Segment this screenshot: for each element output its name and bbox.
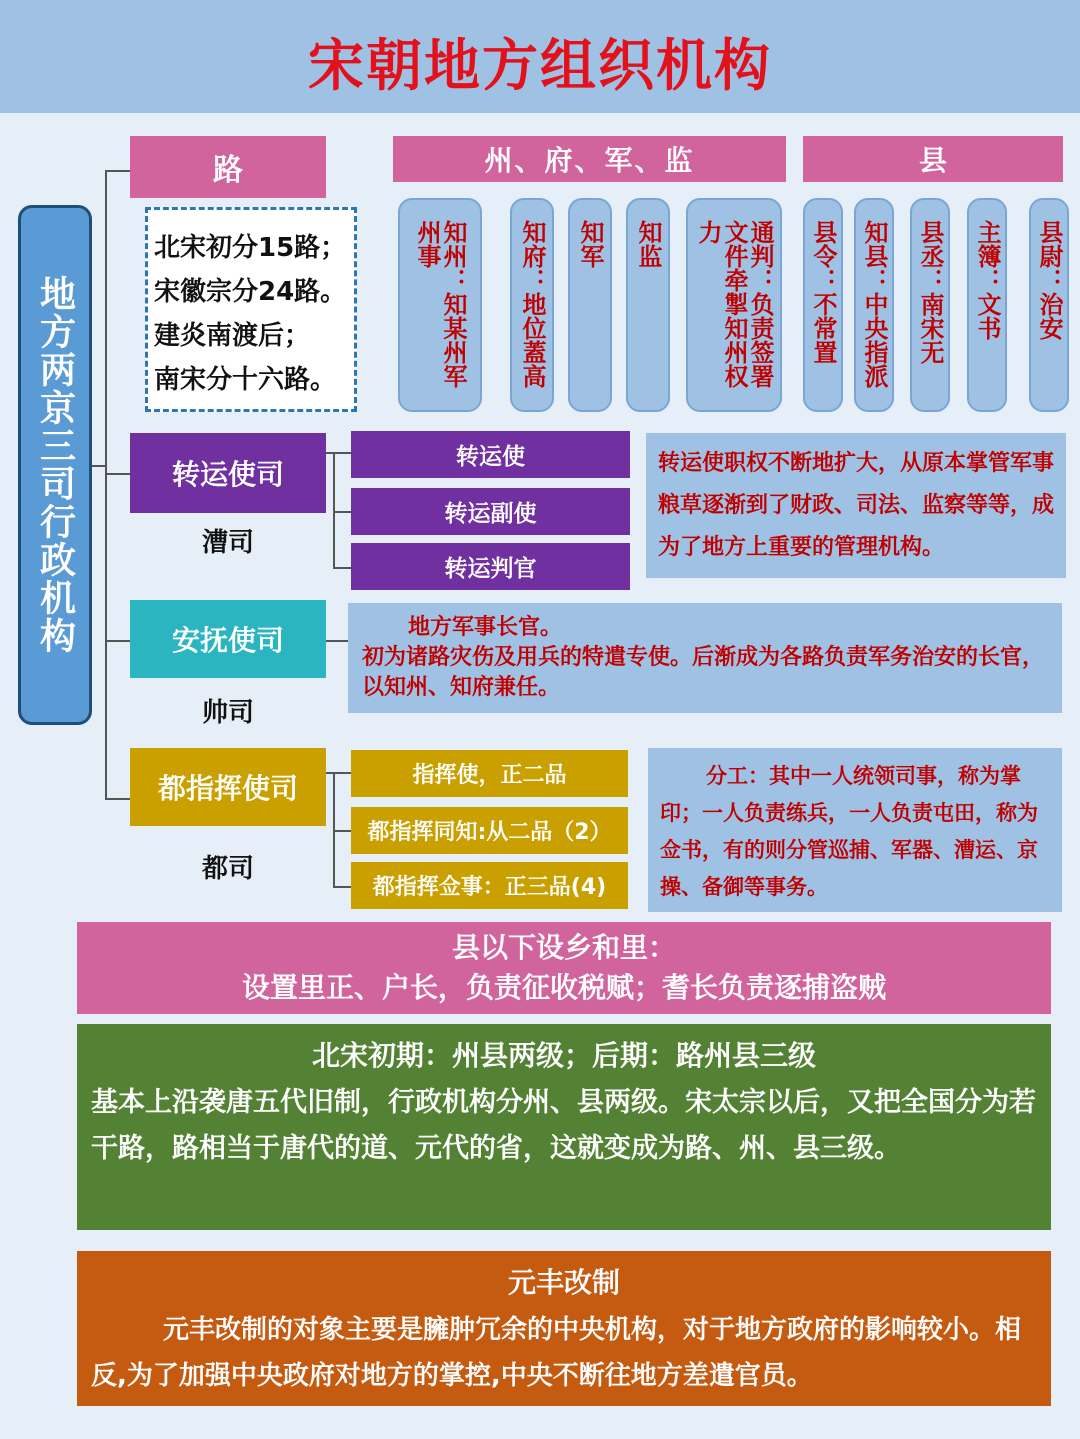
connector-anfu-sub bbox=[326, 640, 348, 642]
connector-root bbox=[92, 465, 106, 467]
zhou-pill: 知监 bbox=[626, 198, 670, 412]
page-title: 宋朝地方组织机构 bbox=[308, 34, 772, 99]
connector-zhuanyun-sub bbox=[333, 567, 351, 569]
duzhihui-desc: 分工：其中一人统领司事，称为掌印；一人负责练兵，一人负责屯田，称为佥书，有的则分管巡捕、军器、漕运、京操、备御等事务。 bbox=[648, 748, 1062, 912]
connector-duzhihui-sub bbox=[333, 830, 351, 832]
connector-zhuanyun bbox=[105, 473, 130, 475]
zhuanyun-sub: 转运副使 bbox=[351, 488, 630, 535]
xiang-line2: 设置里正、户长，负责征收税赋；耆长负责逐捕盗贼 bbox=[241, 971, 886, 1004]
connector-lu bbox=[105, 170, 130, 172]
xian-pill: 知县：中央指派 bbox=[854, 198, 894, 412]
anfu-desc-line: 地方军事长官。 bbox=[408, 615, 563, 640]
connector-duzhihui bbox=[105, 798, 130, 800]
beisong-heading: 北宋初期：州县两级；后期：路州县三级 bbox=[311, 1039, 816, 1072]
xiang-band bbox=[77, 922, 1051, 1014]
lu-note: 宋徽宗分24路。 bbox=[154, 277, 347, 307]
connector-zhuanyun-sub bbox=[326, 452, 351, 454]
zhuanyun-box: 转运使司 bbox=[130, 433, 326, 513]
zhou-pill: 通判：负责签署文件牵掣知州权力 bbox=[686, 198, 782, 412]
zhou-pill: 知军 bbox=[568, 198, 612, 412]
anfu-desc bbox=[348, 603, 1062, 713]
duzhihui-box: 都指挥使司 bbox=[130, 748, 326, 826]
lu-note: 北宋初分15路； bbox=[154, 233, 347, 263]
zhuanyun-sub: 转运使 bbox=[351, 431, 630, 478]
zhuanyun-sub: 转运判官 bbox=[351, 543, 630, 590]
beisong-band bbox=[77, 1024, 1051, 1230]
xian-header: 县 bbox=[803, 136, 1063, 182]
zhou-header: 州、府、军、监 bbox=[393, 136, 786, 182]
duzhihui-alias: 都司 bbox=[201, 854, 254, 884]
yuanfeng-heading: 元丰改制 bbox=[507, 1266, 620, 1299]
xian-pill: 县尉：治安 bbox=[1029, 198, 1069, 412]
xian-pill: 县令：不常置 bbox=[803, 198, 843, 412]
zhuanyun-desc: 转运使职权不断地扩大，从原本掌管军事粮草逐渐到了财政、司法、监察等等，成为了地方上重要的管理机构。 bbox=[646, 433, 1066, 578]
connector-zhuanyun-sub bbox=[333, 452, 335, 568]
connector-duzhihui-sub bbox=[333, 886, 351, 888]
anfu-desc-line: 初为诸路灾伤及用兵的特遣专使。后渐成为各路负责军务治安的长官，以知州、知府兼任。 bbox=[362, 645, 1045, 700]
zhou-pill: 知州：知某州军州事 bbox=[398, 198, 482, 412]
connector-anfu bbox=[105, 640, 130, 642]
root-label: 地方两京三司行政机构 bbox=[18, 205, 92, 725]
duzhihui-sub: 都指挥佥事：正三品(4) bbox=[351, 862, 628, 909]
lu-note: 南宋分十六路。 bbox=[154, 365, 337, 395]
xian-pill: 县丞：南宋无 bbox=[910, 198, 950, 412]
connector-zhuanyun-sub bbox=[333, 511, 351, 513]
yuanfeng-band bbox=[77, 1251, 1051, 1406]
xian-pill: 主簿：文书 bbox=[967, 198, 1007, 412]
zhuanyun-alias: 漕司 bbox=[201, 528, 254, 558]
duzhihui-sub: 指挥使，正二品 bbox=[351, 750, 628, 797]
connector-duzhihui-sub bbox=[326, 772, 351, 774]
yuanfeng-body: 元丰改制的对象主要是臃肿冗余的中央机构，对于地方政府的影响较小。相反,为了加强中央政府对地方的掌控,中央不断往地方差遣官员。 bbox=[91, 1315, 1022, 1391]
zhou-pill: 知府：地位蓋高 bbox=[510, 198, 554, 412]
lu-box: 路 bbox=[130, 136, 326, 198]
anfu-alias: 帅司 bbox=[201, 698, 254, 728]
xiang-line1: 县以下设乡和里： bbox=[451, 931, 676, 964]
lu-notes bbox=[145, 207, 357, 412]
lu-note: 建炎南渡后； bbox=[154, 321, 311, 351]
anfu-box: 安抚使司 bbox=[130, 600, 326, 678]
beisong-body: 基本上沿袭唐五代旧制，行政机构分州、县两级。宋太宗以后，又把全国分为若干路，路相当于唐代的道、元代的省，这就变成为路、州、县三级。 bbox=[91, 1087, 1036, 1164]
duzhihui-sub: 都指挥同知:从二品（2） bbox=[351, 807, 628, 854]
connector-trunk bbox=[105, 170, 107, 800]
